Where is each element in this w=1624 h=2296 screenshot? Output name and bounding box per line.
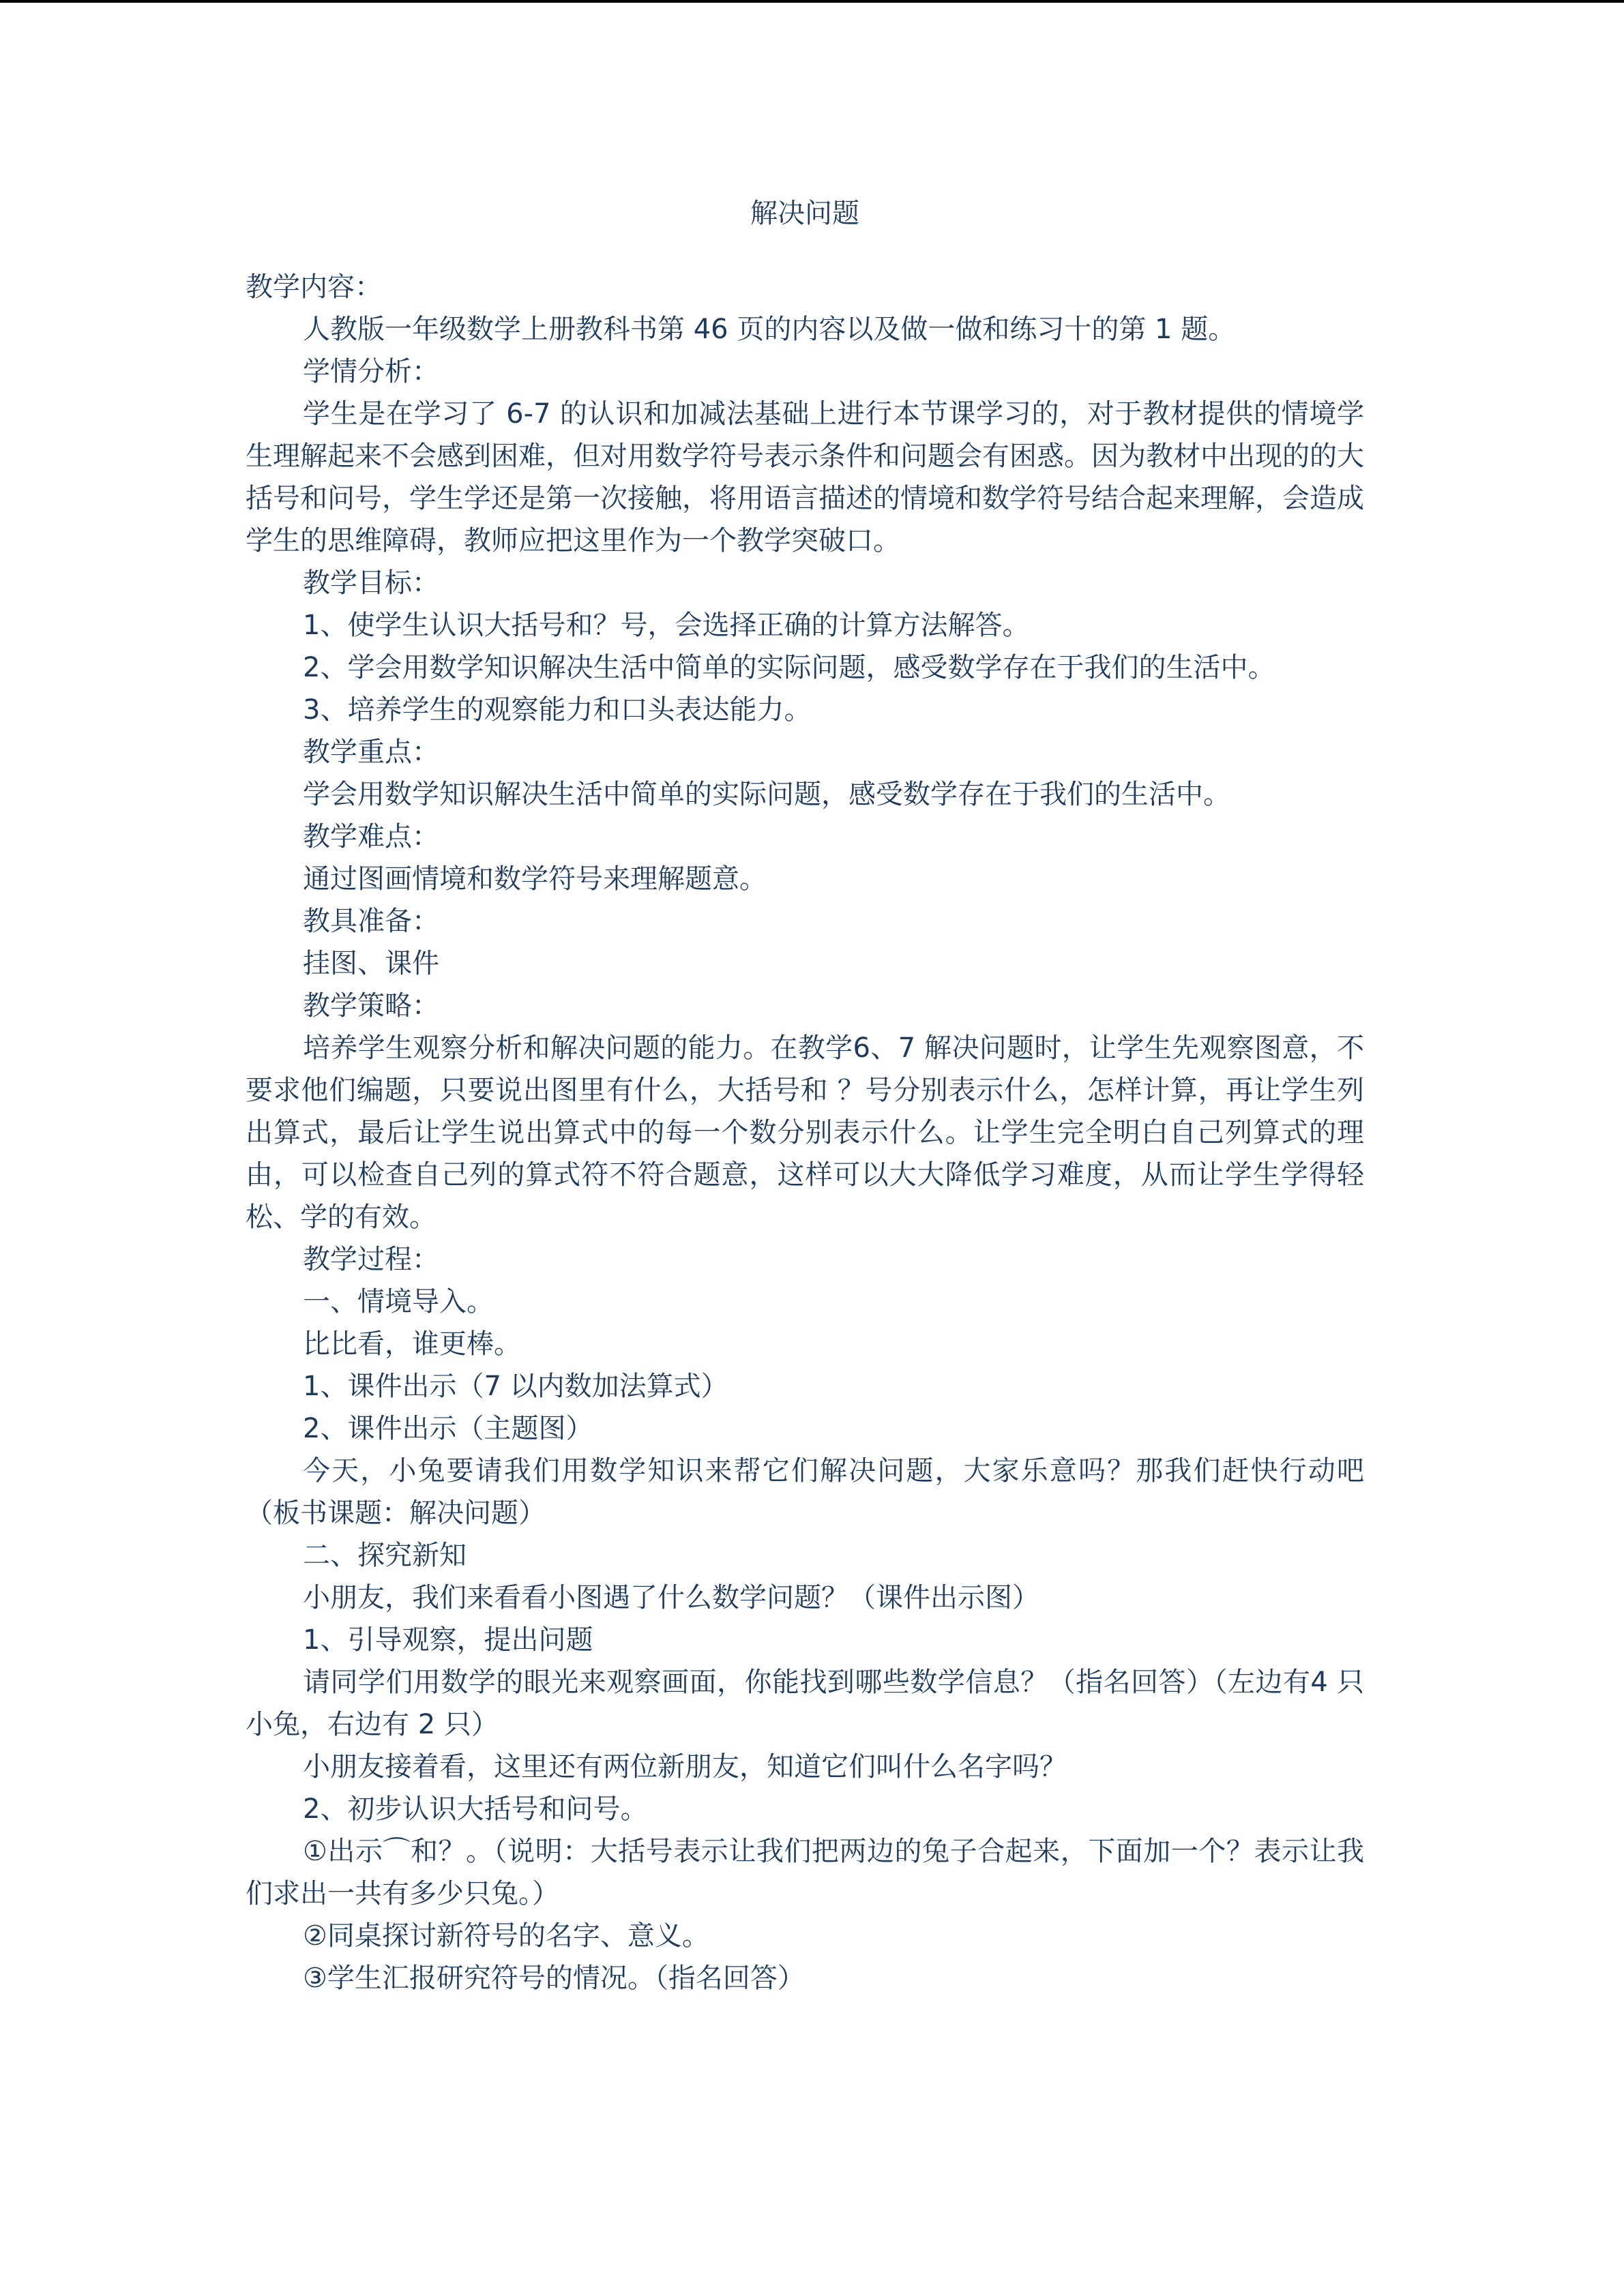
text-line: 挂图、课件 — [303, 948, 439, 979]
text-line: 小朋友，我们来看看小图遇了什么数学问题？（课件出示图） — [303, 1582, 1039, 1613]
text-line: 2、初步认识大括号和问号。 — [303, 1793, 648, 1825]
text-line: 2、学会用数学知识解决生活中简单的实际问题，感受数学存在于我们的生活中。 — [303, 652, 1275, 683]
text-line: 教学策略： — [303, 990, 439, 1022]
paragraph: 请同学们用数学的眼光来观察画面，你能找到哪些数学信息？（指名回答）（左边有4 只小兔，右边有 2 只） — [246, 1667, 1364, 1740]
text-line: 一、情境导入。 — [303, 1286, 494, 1317]
top-border — [0, 0, 1624, 3]
text-line: 教学过程： — [303, 1244, 439, 1275]
document-body — [246, 266, 1364, 1999]
text-line: 教具准备： — [303, 906, 439, 937]
paragraph: 学生是在学习了 6-7 的认识和加减法基础上进行本节课学习的，对于教材提供的情境学生理解起来不会感到困难，但对用数学符号表示条件和问题会有困惑。因为教材中出现的的大括号和问号，学生学还是第一次接触，将用语言描述的情境和数学符号结合起来理解，会造成学生的思维障碍，教师应把这里作为一个教学突破口。 — [246, 398, 1364, 556]
text-line: 1、使学生认识大括号和？号，会选择正确的计算方法解答。 — [303, 610, 1030, 641]
section-heading: 教学内容： — [246, 271, 382, 303]
text-line: 人教版一年级数学上册教科书第 46 页的内容以及做一做和练习十的第 1 题。 — [303, 314, 1236, 345]
text-line: 2、课件出示（主题图） — [303, 1413, 593, 1444]
text-line: 二、探究新知 — [303, 1540, 467, 1571]
text-line: 比比看，谁更棒。 — [303, 1328, 521, 1360]
text-line: ②同桌探讨新符号的名字、意义。 — [303, 1920, 709, 1952]
text-line: 学会用数学知识解决生活中简单的实际问题，感受数学存在于我们的生活中。 — [303, 779, 1230, 810]
text-line: 通过图画情境和数学符号来理解题意。 — [303, 863, 767, 895]
text-line: 3、培养学生的观察能力和口头表达能力。 — [303, 694, 812, 726]
paragraph: ①出示⌒和？。（说明：大括号表示让我们把两边的兔子合起来，下面加一个？表示让我们求出一共有多少只兔。） — [246, 1836, 1364, 1909]
document-page — [246, 192, 1364, 1999]
text-line: ③学生汇报研究符号的情况。（指名回答） — [303, 1963, 805, 1994]
document-title: 解决问题 — [750, 198, 859, 229]
text-line: 学情分析： — [303, 356, 439, 387]
text-line: 1、引导观察，提出问题 — [303, 1624, 593, 1656]
text-line: 教学目标： — [303, 567, 439, 599]
text-line: 小朋友接着看，这里还有两位新朋友，知道它们叫什么名字吗？ — [303, 1751, 1067, 1783]
text-line: 教学重点： — [303, 736, 439, 768]
paragraph: 今天，小兔要请我们用数学知识来帮它们解决问题，大家乐意吗？那我们赶快行动吧（板书课题：解决问题） — [246, 1455, 1364, 1529]
paragraph: 培养学生观察分析和解决问题的能力。在教学6、7 解决问题时，让学生先观察图意，不要求他们编题，只要说出图里有什么，大括号和 ？号分别表示什么，怎样计算，再让学生列出算式，最后让学生说出算式中的每一个数分别表示什么。让学生完全明白自己列算式的理由，可以检查自己列的算式符不符合题意，这样可以大大降低学习难度，从而让学生学得轻松、学的有效。 — [246, 1032, 1364, 1233]
text-line: 教学难点： — [303, 821, 439, 852]
text-line: 1、课件出示（7 以内数加法算式） — [303, 1371, 728, 1402]
